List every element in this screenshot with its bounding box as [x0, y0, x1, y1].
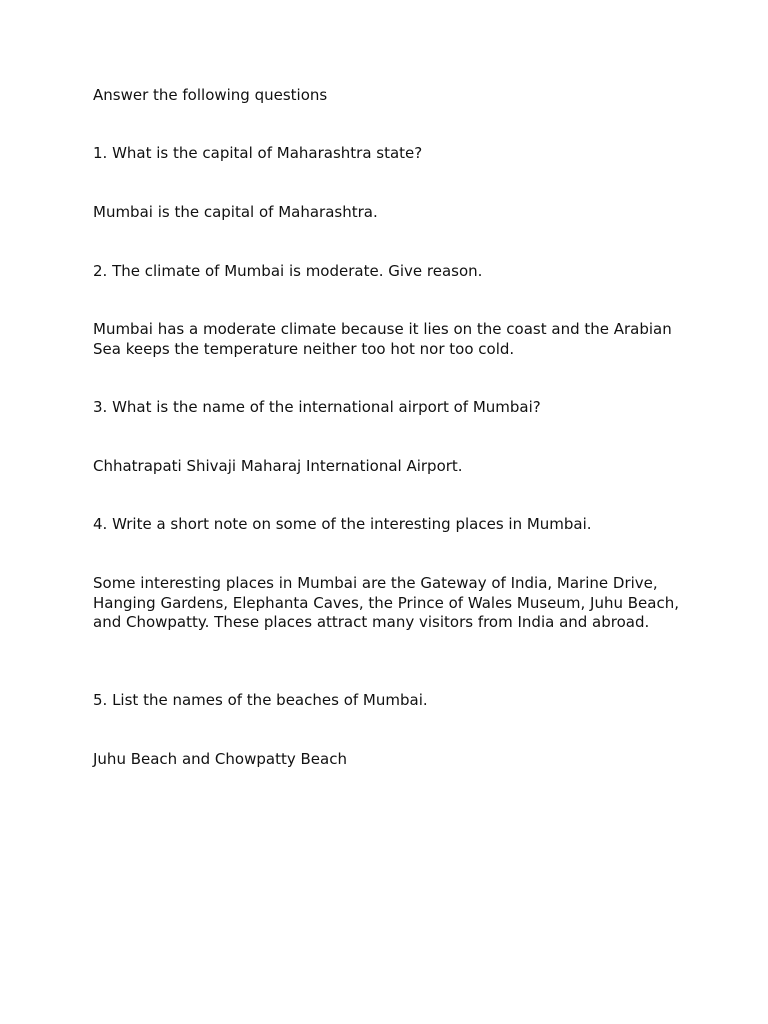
document-heading: Answer the following questions [93, 86, 328, 104]
answer-1: Mumbai is the capital of Maharashtra. [93, 203, 378, 221]
answer-5: Juhu Beach and Chowpatty Beach [93, 750, 347, 768]
question-2: 2. The climate of Mumbai is moderate. Give reason. [93, 262, 483, 280]
question-4: 4. Write a short note on some of the interesting places in Mumbai. [93, 515, 592, 533]
question-3: 3. What is the name of the international airport of Mumbai? [93, 398, 541, 416]
answer-3: Chhatrapati Shivaji Maharaj International Airport. [93, 457, 463, 475]
answer-4: Some interesting places in Mumbai are the Gateway of India, Marine Drive, Hanging Gardens, Elephanta Caves, the Prince of Wales Museum, Juhu Beach, and Chowpatty. These places attract many visitors from India and abroad. [93, 574, 679, 631]
answer-2: Mumbai has a moderate climate because it lies on the coast and the Arabian Sea keeps the temperature neither too hot nor too cold. [93, 320, 672, 358]
question-1: 1. What is the capital of Maharashtra state? [93, 144, 423, 162]
question-5: 5. List the names of the beaches of Mumbai. [93, 691, 428, 709]
